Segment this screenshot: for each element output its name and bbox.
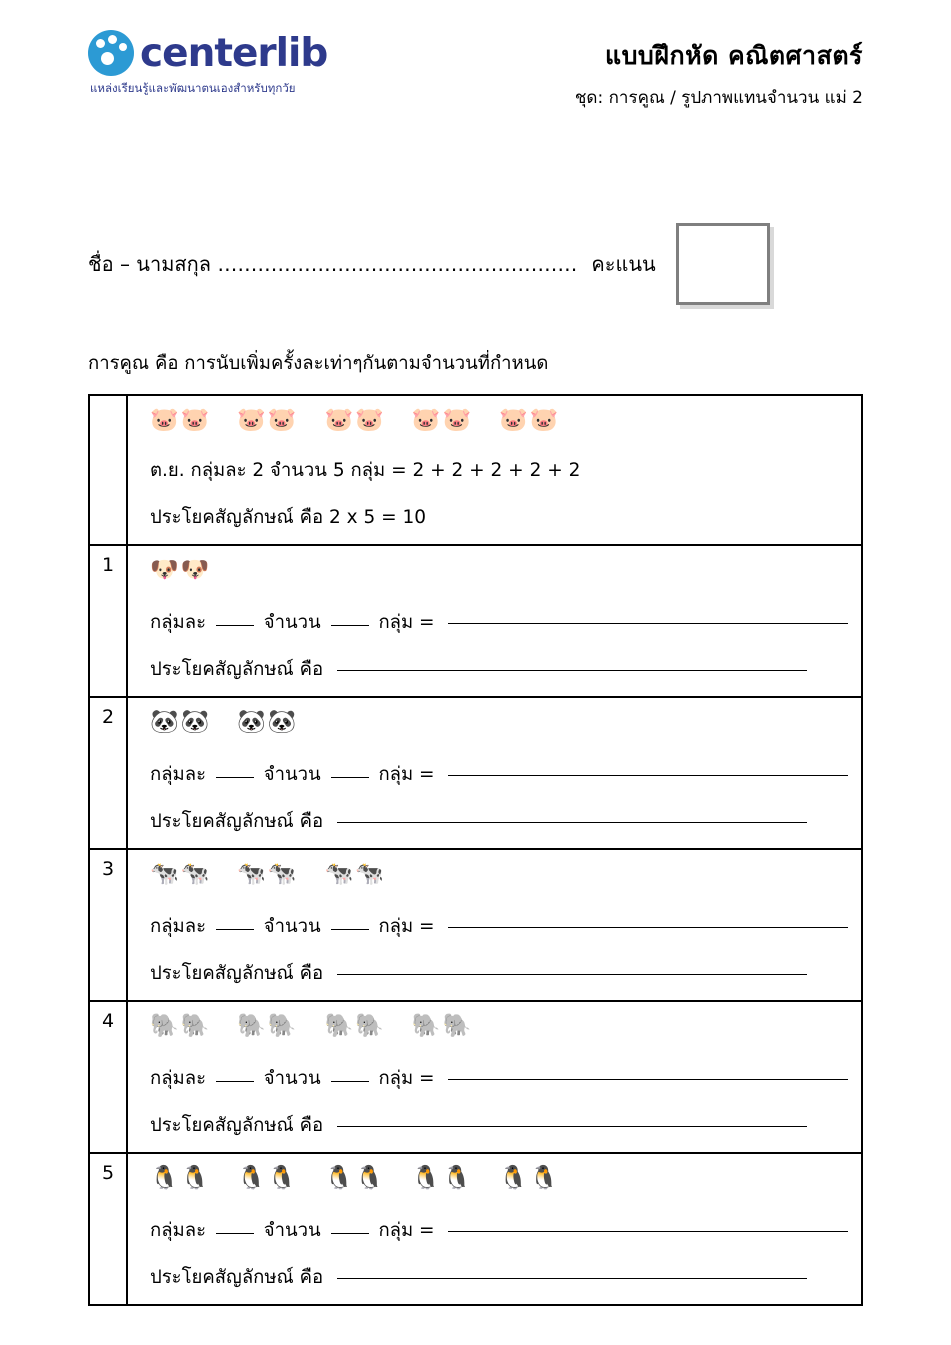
answer-line-sentence[interactable]: ประโยคสัญลักษณ์ คือ [150,1111,848,1140]
animal-icon: 🐷 [355,407,384,433]
answer-line-sentence[interactable]: ประโยคสัญลักษณ์ คือ [150,655,848,684]
row-body [128,698,864,848]
blank-per-group[interactable] [216,1233,254,1234]
blank-group-count[interactable] [331,777,369,778]
blank-per-group[interactable] [216,777,254,778]
answer-line-groups[interactable]: กลุ่มละ จำนวน กลุ่ม = [150,760,848,789]
score-box[interactable] [676,223,770,305]
icon-group [150,709,211,735]
animal-icon: 🐧 [442,1165,472,1191]
row-body [128,546,864,696]
row-number: 5 [90,1154,128,1304]
answer-line-sentence[interactable]: ประโยคสัญลักษณ์ คือ [150,807,848,836]
icon-group [237,861,298,887]
icon-group [150,861,211,887]
blank-sum[interactable] [448,1231,848,1232]
icon-group [412,407,473,433]
animal-icon: 🐄 [150,861,179,887]
icon-group [237,1013,298,1039]
example-line-2: ประโยคสัญลักษณ์ คือ 2 x 5 = 10 [150,507,427,528]
blank-sum[interactable] [448,1079,848,1080]
icon-group [150,1165,211,1191]
icon-group [237,407,298,433]
animal-icon: 🐼 [150,709,179,735]
animal-icon: 🐘 [180,1013,210,1039]
animal-icon: 🐄 [180,861,210,887]
animal-icon: 🐼 [237,709,266,735]
row-number: 3 [90,850,128,1000]
blank-sentence[interactable] [337,1278,807,1279]
blank-group-count[interactable] [331,1233,369,1234]
row-number [90,396,128,544]
animal-icon: 🐘 [324,1013,354,1039]
icon-groups [150,1014,848,1044]
exercise-table [88,394,863,1306]
blank-group-count[interactable] [331,929,369,930]
icon-group [499,407,560,433]
answer-line-groups[interactable]: กลุ่มละ จำนวน กลุ่ม = [150,608,848,637]
blank-per-group[interactable] [216,625,254,626]
animal-icon: 🐄 [355,861,384,887]
row-body [128,396,861,544]
icon-groups [150,862,848,892]
row-number: 2 [90,698,128,848]
animal-icon: 🐷 [324,407,354,433]
animal-icon: 🐘 [355,1013,384,1039]
icon-group [412,1013,473,1039]
answer-line-sentence[interactable]: ประโยคสัญลักษณ์ คือ [150,1263,848,1292]
blank-sum[interactable] [448,775,848,776]
icon-group [150,407,211,433]
answer-line-groups[interactable]: กลุ่มละ จำนวน กลุ่ม = [150,912,848,941]
icon-group [325,407,386,433]
name-score-row [0,223,951,305]
blank-sum[interactable] [448,927,848,928]
icon-group [237,1165,298,1191]
icon-groups [150,710,848,740]
brand-logo [88,30,327,98]
animal-icon: 🐼 [180,709,210,735]
table-row-example [90,396,861,546]
score-label: คะแนน [591,252,656,276]
brand-name [140,30,328,76]
blank-sum[interactable] [448,623,848,624]
table-row [90,546,861,698]
example-line-1: ต.ย. กลุ่มละ 2 จำนวน 5 กลุ่ม = 2 + 2 + 2 + 2 + 2 [150,460,581,481]
brand-name-lib: lib [275,30,328,76]
animal-icon: 🐧 [411,1165,441,1191]
icon-group [412,1165,473,1191]
animal-icon: 🐧 [355,1165,384,1191]
icon-groups-example [150,408,845,438]
row-body [128,1154,864,1304]
icon-group [237,709,298,735]
row-body [128,850,864,1000]
brand-name-center: center [140,30,276,76]
icon-group [150,557,211,583]
animal-icon: 🐄 [324,861,354,887]
answer-line-groups[interactable]: กลุ่มละ จำนวน กลุ่ม = [150,1216,848,1245]
animal-icon: 🐧 [529,1165,559,1191]
table-row [90,850,861,1002]
animal-icon: 🐄 [267,861,297,887]
blank-per-group[interactable] [216,929,254,930]
blank-sentence[interactable] [337,974,807,975]
animal-icon: 🐘 [237,1013,266,1039]
animal-icon: 🐧 [150,1165,179,1191]
icon-groups [150,558,848,588]
icon-group [150,1013,211,1039]
icon-group [325,861,386,887]
icon-group [325,1013,386,1039]
animal-icon: 🐷 [180,407,210,433]
answer-line-sentence[interactable]: ประโยคสัญลักษณ์ คือ [150,959,848,988]
animal-icon: 🐘 [411,1013,441,1039]
animal-icon: 🐧 [499,1165,528,1191]
answer-line-groups[interactable]: กลุ่มละ จำนวน กลุ่ม = [150,1064,848,1093]
animal-icon: 🐷 [411,407,441,433]
definition-text: การคูณ คือ การนับเพิ่มครั้งละเท่าๆกันตามจำนวนที่กำหนด [88,353,549,374]
animal-icon: 🐘 [267,1013,297,1039]
row-number: 4 [90,1002,128,1152]
row-number: 1 [90,546,128,696]
logo-row [88,30,327,76]
animal-icon: 🐧 [180,1165,210,1191]
animal-icon: 🐷 [267,407,297,433]
brand-tagline: แหล่งเรียนรู้และพัฒนาตนเองสำหรับทุกวัย [90,81,296,95]
animal-icon: 🐧 [267,1165,297,1191]
animal-icon: 🐷 [237,407,266,433]
icon-groups [150,1166,848,1196]
animal-icon: 🐄 [237,861,266,887]
animal-icon: 🐧 [237,1165,266,1191]
animal-icon: 🐼 [267,709,297,735]
blank-group-count[interactable] [331,1081,369,1082]
page-title: แบบฝึกหัด คณิตศาสตร์ [604,41,863,70]
animal-icon: 🐶 [180,557,210,583]
animal-icon: 🐷 [529,407,559,433]
animal-icon: 🐷 [442,407,472,433]
page-header [0,0,951,111]
row-body [128,1002,864,1152]
title-block [575,30,863,111]
blank-sentence[interactable] [337,822,807,823]
table-row [90,1154,861,1304]
blank-sentence[interactable] [337,670,807,671]
icon-group [325,1165,386,1191]
animal-icon: 🐘 [442,1013,472,1039]
table-row [90,698,861,850]
blank-sentence[interactable] [337,1126,807,1127]
blank-group-count[interactable] [331,625,369,626]
animal-icon: 🐷 [499,407,528,433]
animal-icon: 🐶 [150,557,179,583]
page-subtitle: ชุด: การคูณ / รูปภาพแทนจำนวน แม่ 2 [574,88,863,108]
student-name-field[interactable]: ชื่อ – นามสกุล ……………………………………………… [88,252,578,276]
animal-icon: 🐘 [150,1013,179,1039]
centerlib-logo-icon [88,30,134,76]
animal-icon: 🐧 [324,1165,354,1191]
blank-per-group[interactable] [216,1081,254,1082]
table-row [90,1002,861,1154]
animal-icon: 🐷 [150,407,179,433]
icon-group [499,1165,560,1191]
